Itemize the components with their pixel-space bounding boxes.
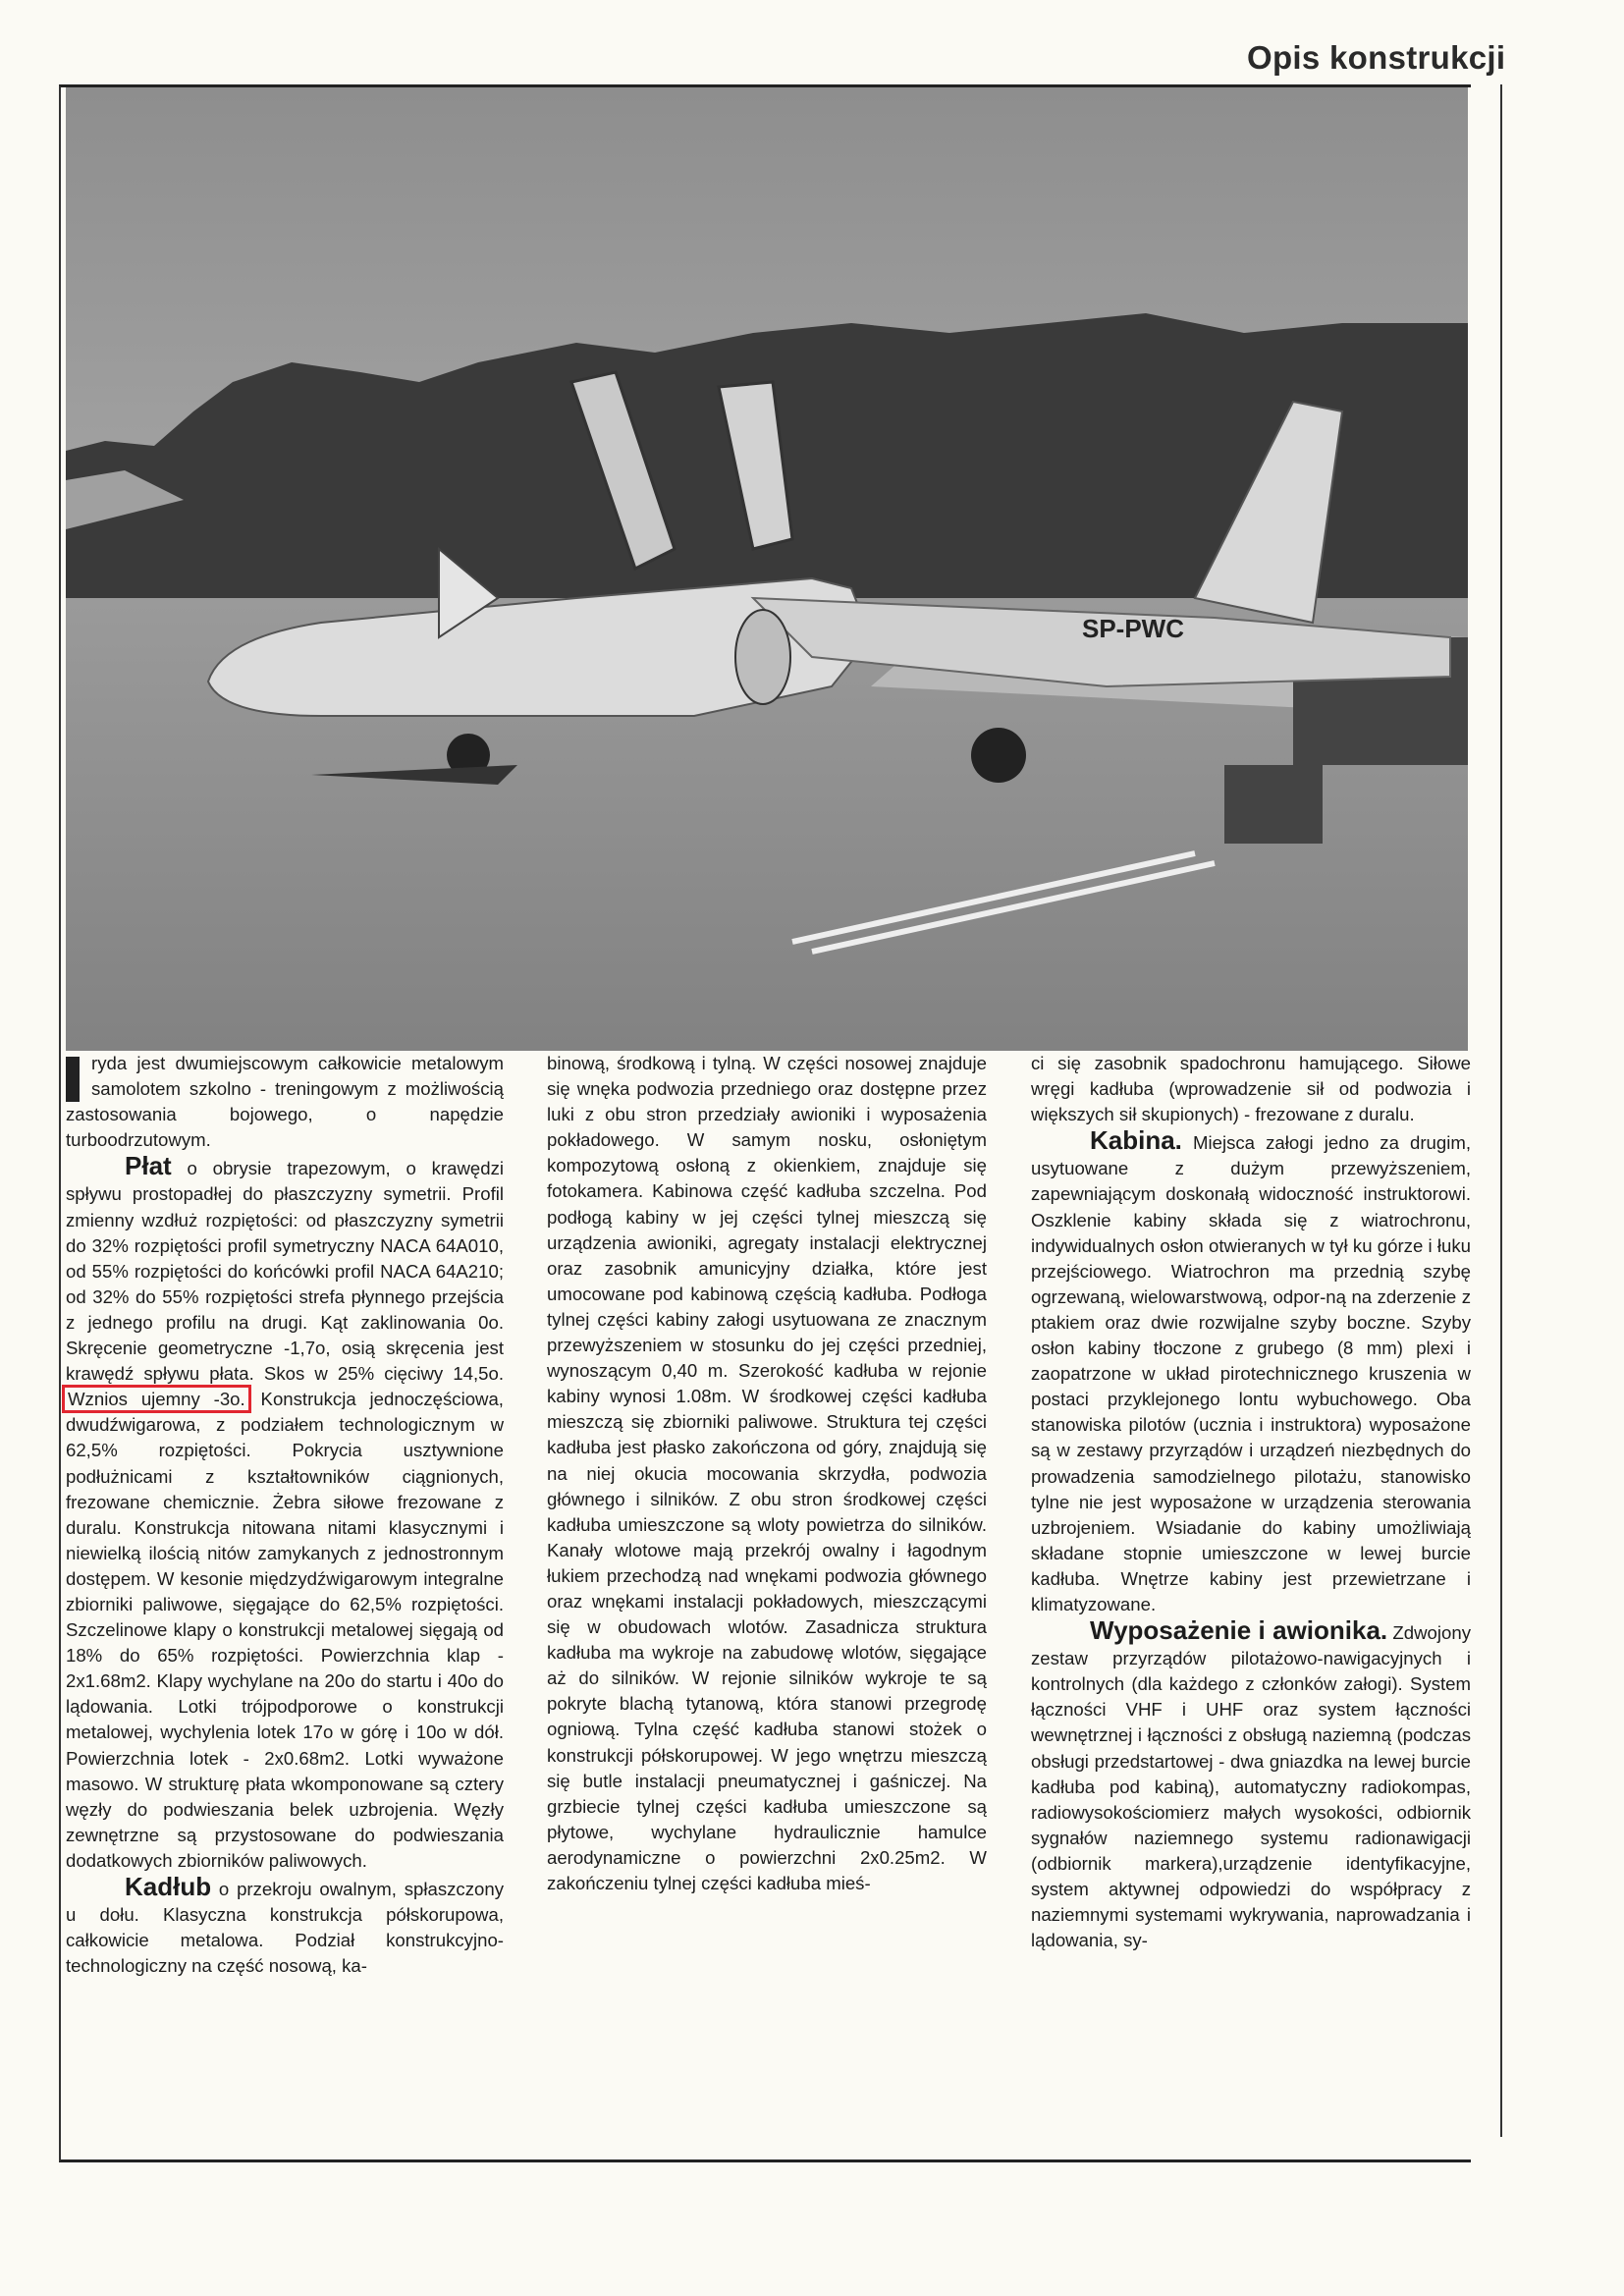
kabina-text: Miejsca załogi jedno za drugim, usytuowane z dużym przewyższeniem, zapewniającym doskonałą widoczność instruktorowi. Oszklenie kabiny składa się z wiatrochronu, indywidualnych osłon otwieranych w tył ku górze i łuku przejściowego. Wiatrochron ma przednią szybę ogrzewaną, wielowarstwową, odpor-ną na zderzenie z ptakiem oraz dwie rozwijalne szyby boczne. Szyby osłon kabiny tłoczone z grubego (8 mm) plexi i zaopatrzone w układ pirotechnicznego kruszenia w postaci przyklejonego lontu wybuchowego. Oba stanowiska pilotów (ucznia i instruktora) wyposażone są w zestawy przyrządów i urządzeń niezbędnych do prowadzenia samodzielnego pilotażu, stanowisko tylne nie jest wyposażone w urządzenia sterowania uzbrojeniem. Wsiadanie do kabiny umożliwiają składane stopnie umieszczone w lewej burcie kadłuba. Wnętrze kabiny jest przewietrzane i klimatyzowane. xyxy=(1031,1132,1471,1614)
dropcap-bar xyxy=(66,1057,80,1102)
main-wheel xyxy=(971,728,1026,783)
plat-text-a: o obrysie trapezowym, o krawędzi spływu prostopadłej do płaszczyzny symetrii. Profil zmienny wzdłuż rozpiętości: od płaszczyzny symetrii do 32% rozpiętości profil symetryczny NACA 64A010, od 55% rozpiętości do końcówki profil NACA 64A210; od 32% do 55% rozpiętości strefa płynnego przejścia z jednego profilu na drugi. Kąt zaklinowania 0o. Skręcenie geometryczne -1,7o, osią skręcenia jest krawędź spływu płata. Skos w 25% cięciwy 14,5o. xyxy=(66,1158,504,1385)
aircraft-photo-drawing xyxy=(66,87,1468,1051)
column-2 xyxy=(547,1051,987,1896)
column-3-intro: ci się zasobnik spadochronu hamującego. Siłowe wręgi kadłuba (wprowadzenie sił od podwozia i większych sił skupionych) - frezowane z duralu. xyxy=(1031,1053,1471,1125)
ground-power-cart xyxy=(1224,765,1323,844)
heading-wyposazenie: Wyposażenie i awionika. xyxy=(1090,1615,1388,1646)
section-title: Opis konstrukcji xyxy=(1247,39,1506,76)
frame-right-rule xyxy=(1500,84,1502,2137)
wyposazenie-text: Zdwojony zestaw przyrządów pilotażowo-nawigacyjnych i kontrolnych (dla każdego z członków załogi). System łączności VHF i UHF oraz system łączności wewnętrznej i łączności z obsługą naziemną (podczas obsługi przedstartowej - dwa gniazdka na lewej burcie kadłuba pod kabiną), automatyczny radiokompas, radiowysokościomierz małych wysokości, odbiornik sygnałów naziemnego systemu radionawigacji (odbiornik markera),urządzenie identyfikacyjne, system aktywnej odpowiedzi do współpracy z naziemnymi systemami wykrywania, naprowadzania i lądowania, sy- xyxy=(1031,1622,1471,1951)
registration-mark: SP-PWC xyxy=(1082,614,1184,643)
heading-plat: Płat xyxy=(125,1151,172,1181)
aircraft-photo xyxy=(66,87,1468,1051)
plat-text-b: Konstrukcja jednoczęściowa, dwudźwigarowa, z podziałem technologicznym w 62,5% rozpiętości. Pokrycia usztywnione podłużnicami z kształtowników ciągnionych, frezowane chemicznie. Żebra siłowe frezowane z duralu. Konstrukcja nitowana nitami klasycznymi i niewielką ilością nitów zamykanych z jednostronnym dostępem. W kesonie międzydźwigarowym integralne zbiorniki paliwowe, sięgające do 62,5% rozpiętości. Szczelinowe klapy o konstrukcji metalowej sięgają od 18% do 65% rozpiętości. Powierzchnia klap - 2x1.68m2. Klapy wychylane na 20o do startu i 40o do lądowania. Lotki trójpodporowe o konstrukcji metalowej, wychylenia lotek 17o w górę i 10o w dół. Powierzchnia lotek - 2x0.68m2. Lotki wyważone masowo. W strukturę płata wkomponowane są cztery węzły do podwieszania belek uzbrojenia. Węzły zewnętrzne są przystosowane do podwieszania dodatkowych zbiorników paliwowych. xyxy=(66,1389,504,1871)
column-2-text: binową, środkową i tylną. W części nosowej znajduje się wnęka podwozia przedniego oraz dostępne przez luki z obu stron przedziały awioniki i wyposażenia pokładowego. W samym nosku, osłoniętym kompozytową osłoną z okienkiem, znajduje się fotokamera. Kabinowa część kadłuba szczelna. Pod podłogą kabiny w jej części tylnej mieszczą się urządzenia awioniki, agregaty instalacji elektrycznej oraz zasobnik amunicyjny działka, które jest umocowane pod kabinową częścią kadłuba. Podłoga tylnej części kabiny załogi usytuowana ze znacznym przewyższeniem w stosunku do jej części przedniej, wynoszącym 0,40 m. Szerokość kadłuba w rejonie kabiny wynosi 1.08m. W środkowej części kadłuba mieszczą się zbiorniki paliwowe. Struktura tej części kadłuba jest płasko zakończona od góry, znajdują się na niej okucia mocowania skrzydła, podwozia głównego i silników. Z obu stron środkowej części kadłuba umieszczone są wloty powietrza do silników. Kanały wlotowe mają przekrój owalny i łagodnym łukiem przechodzą nad wnękami podwozia głównego oraz wnękami instalacji pokładowych, mieszczącymi się w obudowach wlotów. Zasadnicza struktura kadłuba ma wykroje na zabudowę wlotów, sięgające aż do silników. W rejonie silników wykroje te są pokryte blachą tytanową, która stanowi przegrodę ogniową. Tylna część kadłuba stanowi stożek o konstrukcji półskorupowej. W jego wnętrzu mieszczą się butle instalacji pneumatycznej i gaśniczej. Na grzbiecie tylnej części kadłuba umieszczone są płytowe, wychylane hydraulicznie hamulce aerodynamiczne o powierzchni 2x0.25m2. W zakończeniu tylnej części kadłuba mieś- xyxy=(547,1053,987,1893)
highlighted-dihedral-note: Wznios ujemny -3o. xyxy=(68,1389,245,1410)
column-3 xyxy=(1031,1051,1471,1953)
kadlub-text: o przekroju owalnym, spłaszczony u dołu. Klasyczna konstrukcja półskorupowa, całkowicie metalowa. Podział konstrukcyjno-technologiczny na część nosową, ka- xyxy=(66,1879,504,1977)
heading-kadlub: Kadłub xyxy=(125,1872,212,1901)
intro-paragraph: ryda jest dwumiejscowym całkowicie metalowym samolotem szkolno - treningowym z możliwością zastosowania bojowego, o napędzie turboodrzutowym. xyxy=(66,1053,504,1151)
air-intake xyxy=(735,610,790,704)
heading-kabina: Kabina. xyxy=(1090,1125,1182,1156)
column-1 xyxy=(66,1051,504,1979)
